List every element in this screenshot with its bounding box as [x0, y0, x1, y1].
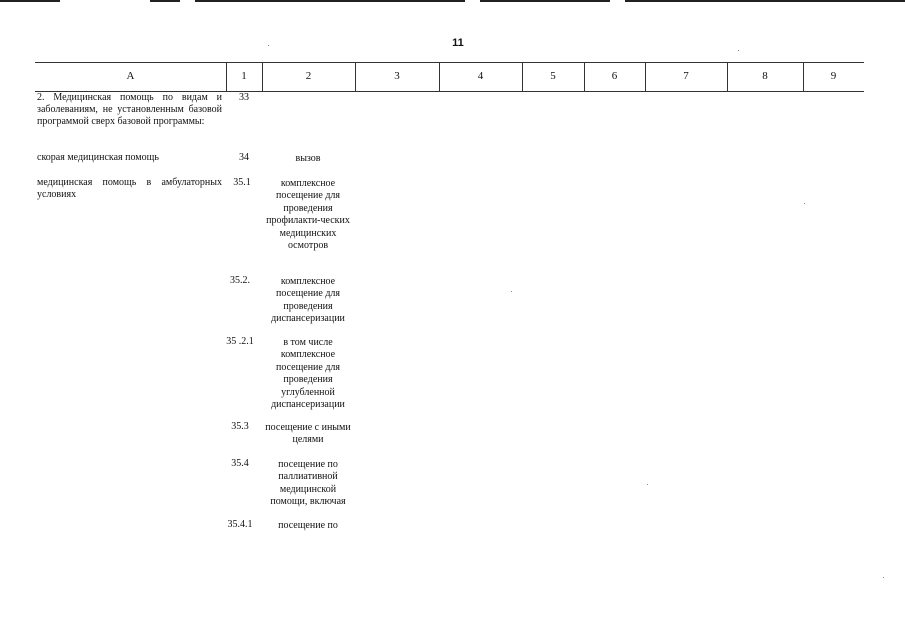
scan-edge-line — [195, 0, 465, 2]
column-header-9: 9 — [830, 70, 837, 82]
row-code: 35.2. — [230, 275, 250, 286]
row-unit: в том числе комплексное посещение для проведения углубленной диспансеризации — [271, 337, 345, 411]
row-code: 35.1 — [233, 177, 251, 188]
column-header-a: A — [126, 70, 135, 82]
page-number: 11 — [452, 37, 464, 49]
scan-speck — [511, 291, 512, 292]
scan-speck — [804, 203, 805, 204]
column-header-7: 7 — [683, 70, 689, 82]
row-unit: вызов — [295, 153, 321, 164]
scan-speck — [883, 577, 884, 578]
row-code: 35 .2.1 — [226, 336, 254, 347]
row-unit: комплексное посещение для проведения профилакти-ческих медицинских осмотров — [266, 178, 350, 252]
column-header-4: 4 — [477, 70, 484, 82]
table-top-rule — [35, 62, 864, 63]
column-header-8: 8 — [762, 70, 768, 82]
row-label: скорая медицинская помощь — [37, 152, 159, 163]
column-header-5: 5 — [550, 70, 556, 82]
scan-edge-line — [0, 0, 60, 2]
scan-edge-line — [480, 0, 610, 2]
row-code: 35.4 — [231, 458, 249, 469]
scan-speck — [647, 484, 648, 485]
row-unit: посещение по паллиативной медицинской помощи, включая — [270, 459, 346, 508]
column-header-3: 3 — [394, 70, 400, 82]
row-code: 35.3 — [231, 421, 249, 432]
column-header-2: 2 — [305, 70, 312, 82]
scan-speck — [738, 50, 739, 51]
scan-edge-line — [625, 0, 905, 2]
column-header-6: 6 — [611, 70, 618, 82]
row-code: 35.4.1 — [227, 519, 253, 530]
row-label: медицинская помощь в амбулаторных условиях — [37, 177, 222, 200]
row-code: 34 — [239, 152, 249, 163]
scan-speck — [268, 45, 269, 46]
row-code: 33 — [239, 92, 249, 103]
scan-edge-line — [150, 0, 180, 2]
column-header-1: 1 — [241, 70, 247, 82]
row-unit: посещение по — [278, 520, 338, 531]
row-unit: посещение с иными целями — [265, 422, 351, 446]
row-label: 2. Медицинская помощь по видам и заболеваниям, не установленным базовой программой сверх базовой программы: — [37, 92, 222, 127]
row-unit: комплексное посещение для проведения диспансеризации — [271, 276, 345, 325]
